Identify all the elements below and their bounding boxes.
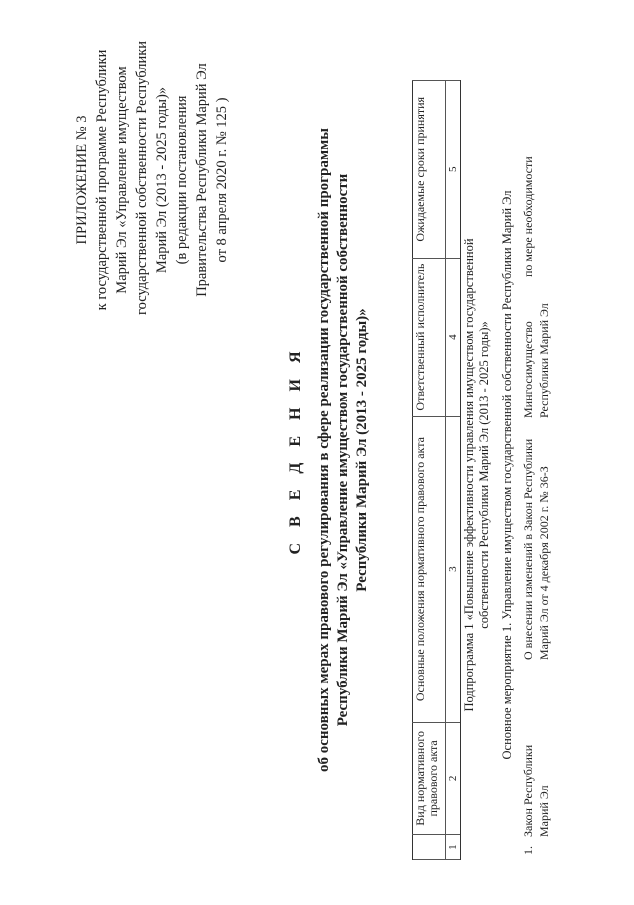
appendix-block	[72, 40, 232, 315]
header-cell-executor: Ответственный исполнитель	[413, 258, 446, 416]
provisions-line: О внесении изменений в Закон Республики	[521, 438, 535, 660]
appendix-line: к государственной программе Республики	[94, 49, 110, 311]
subtitle-line: об основных мерах правового регулирования в сфере реализации государственной программы	[316, 128, 332, 772]
document-title: С В Е Д Е Н И Я	[287, 345, 304, 555]
appendix-line: Правительства Республики Марий Эл	[194, 63, 210, 297]
header-cell-num	[413, 835, 446, 860]
row-provisions	[520, 430, 552, 660]
provisions-line: Марий Эл от 4 декабря 2002 г. № 36-З	[537, 466, 551, 660]
appendix-line: (в редакции постановления	[174, 95, 190, 265]
column-number: 1	[446, 835, 461, 860]
table-header-row	[413, 81, 446, 860]
header-cell-act-type: Вид нормативного правового акта	[413, 722, 446, 835]
row-act-type	[520, 727, 552, 837]
act-type-line: Марий Эл	[537, 785, 551, 837]
column-number: 4	[446, 258, 461, 416]
main-event-heading	[500, 175, 515, 775]
row-term: по мере необходимости	[521, 156, 535, 277]
row-executor	[520, 278, 552, 418]
appendix-line: ПРИЛОЖЕНИЕ № 3	[74, 115, 90, 245]
executor-line: Мингосимущество	[521, 321, 535, 418]
subprogram-line: Подпрограмма 1 «Повышение эффективности управления имуществом государственной	[462, 238, 476, 712]
main-event-line: Основное мероприятие 1. Управление имуществом государственной собственности Республики Марий Эл	[500, 190, 514, 760]
subprogram-heading	[462, 235, 492, 715]
column-number: 2	[446, 722, 461, 835]
measures-table	[412, 80, 461, 860]
subprogram-line: собственности Республики Марий Эл (2013 - 2025 годы)»	[477, 321, 491, 629]
column-number: 5	[446, 81, 461, 259]
header-cell-term: Ожидаемые сроки принятия	[413, 81, 446, 259]
appendix-line: Марий Эл «Управление имуществом	[114, 66, 130, 294]
column-number: 3	[446, 416, 461, 722]
appendix-line: государственной собственности Республики	[134, 40, 150, 315]
act-type-line: Закон Республики	[521, 744, 535, 837]
appendix-line: от 8 апреля 2020 г. № 125 )	[214, 97, 230, 263]
document-subtitle	[315, 55, 372, 845]
row-number: 1.	[521, 846, 535, 855]
header-cell-provisions: Основные положения нормативного правового акта	[413, 416, 446, 722]
subtitle-line: Республики Марий Эл (2013 - 2025 годы)»	[354, 308, 370, 592]
executor-line: Республики Марий Эл	[537, 303, 551, 418]
subtitle-line: Республики Марий Эл «Управление имуществом государственной собственности	[335, 173, 351, 727]
table-number-row	[446, 81, 461, 860]
appendix-line: Марий Эл (2013 - 2025 годы)»	[154, 86, 170, 274]
